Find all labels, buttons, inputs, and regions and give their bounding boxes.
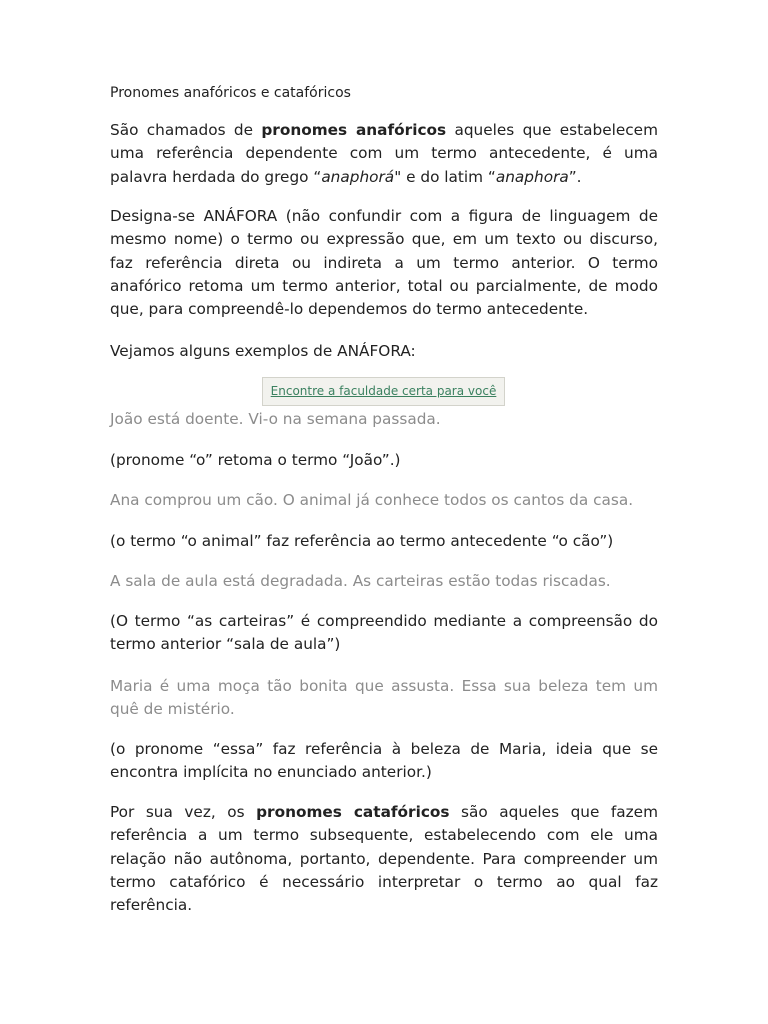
definition-paragraph xyxy=(110,205,658,321)
text-line: quê de mistério. xyxy=(110,700,235,719)
italic-term-latin: anaphora xyxy=(495,167,569,186)
text-segment: uma referência dependente com um termo antecedente, é uma xyxy=(110,144,658,163)
cataphoric-paragraph xyxy=(110,801,658,917)
text-line: João está doente. Vi-o na semana passada. xyxy=(110,410,441,428)
ad-link[interactable]: Encontre a faculdade certa para você xyxy=(270,384,497,398)
example-explanation xyxy=(110,449,658,472)
text-segment: referência a um termo subsequente, estabelecendo com ele uma xyxy=(110,826,658,845)
text-segment: são aqueles que fazem xyxy=(449,803,658,821)
examples-intro xyxy=(110,340,658,363)
text-segment: Por sua vez, os xyxy=(110,803,257,821)
example-explanation xyxy=(110,530,658,553)
text-line xyxy=(110,894,658,917)
example-sentence xyxy=(110,675,658,722)
text-line: (O termo “as carteiras” é compreendido mediante a compreensão do xyxy=(110,612,658,630)
key-term-cataphoric-pronouns: pronomes catafóricos xyxy=(256,803,450,821)
text-line: (pronome “o” retoma o termo “João”.) xyxy=(110,451,401,469)
example-sentence xyxy=(110,489,658,512)
example-explanation xyxy=(110,738,658,785)
ad-box xyxy=(262,377,505,406)
example-sentence xyxy=(110,408,658,431)
intro-paragraph xyxy=(110,119,658,189)
text-line: mesmo nome) o termo ou expressão que, em um texto ou discurso, xyxy=(110,230,658,249)
text-line: Vejamos alguns exemplos de ANÁFORA: xyxy=(110,342,416,360)
text-line xyxy=(110,871,658,894)
text-line: (o termo “o animal” faz referência ao termo antecedente “o cão”) xyxy=(110,532,614,550)
text-line xyxy=(110,166,658,189)
text-segment: referência. xyxy=(110,896,193,915)
text-line xyxy=(110,142,658,165)
text-line: anafórico retoma um termo anterior, total ou parcialmente, de modo xyxy=(110,276,658,295)
text-segment: " e do latim “ xyxy=(394,167,496,186)
text-line xyxy=(110,119,658,142)
text-line: A sala de aula está degradada. As carteiras estão todas riscadas. xyxy=(110,572,611,590)
text-line: Ana comprou um cão. O animal já conhece todos os cantos da casa. xyxy=(110,491,634,509)
document-title: Pronomes anafóricos e catafóricos xyxy=(110,85,351,101)
text-segment: termo catafórico é necessário interpretar o termo ao qual faz xyxy=(110,872,658,891)
text-line: que, para compreendê-lo dependemos do termo antecedente. xyxy=(110,300,589,319)
text-segment: aqueles que estabelecem xyxy=(446,121,658,139)
text-line: faz referência direta ou indireta a um termo anterior. O termo xyxy=(110,253,658,272)
text-line: termo anterior “sala de aula”) xyxy=(110,635,341,654)
text-segment: São chamados de xyxy=(110,121,262,139)
text-segment: relação não autônoma, portanto, dependente. Para compreender um xyxy=(110,849,658,868)
text-line xyxy=(110,848,658,871)
example-explanation xyxy=(110,610,658,657)
italic-term-greek: anaphorá xyxy=(321,167,395,186)
text-line: Designa-se ANÁFORA (não confundir com a figura de linguagem de xyxy=(110,207,658,225)
text-line: encontra implícita no enunciado anterior.) xyxy=(110,763,432,782)
key-term-anaphoric-pronouns: pronomes anafóricos xyxy=(261,121,447,139)
text-line xyxy=(110,824,658,847)
text-segment: ”. xyxy=(568,167,582,186)
text-line: (o pronome “essa” faz referência à beleza de Maria, ideia que se xyxy=(110,740,658,758)
text-segment: palavra herdada do grego “ xyxy=(110,167,322,186)
text-line xyxy=(110,801,658,824)
text-line: Maria é uma moça tão bonita que assusta. Essa sua beleza tem um xyxy=(110,677,658,695)
example-sentence xyxy=(110,570,658,593)
